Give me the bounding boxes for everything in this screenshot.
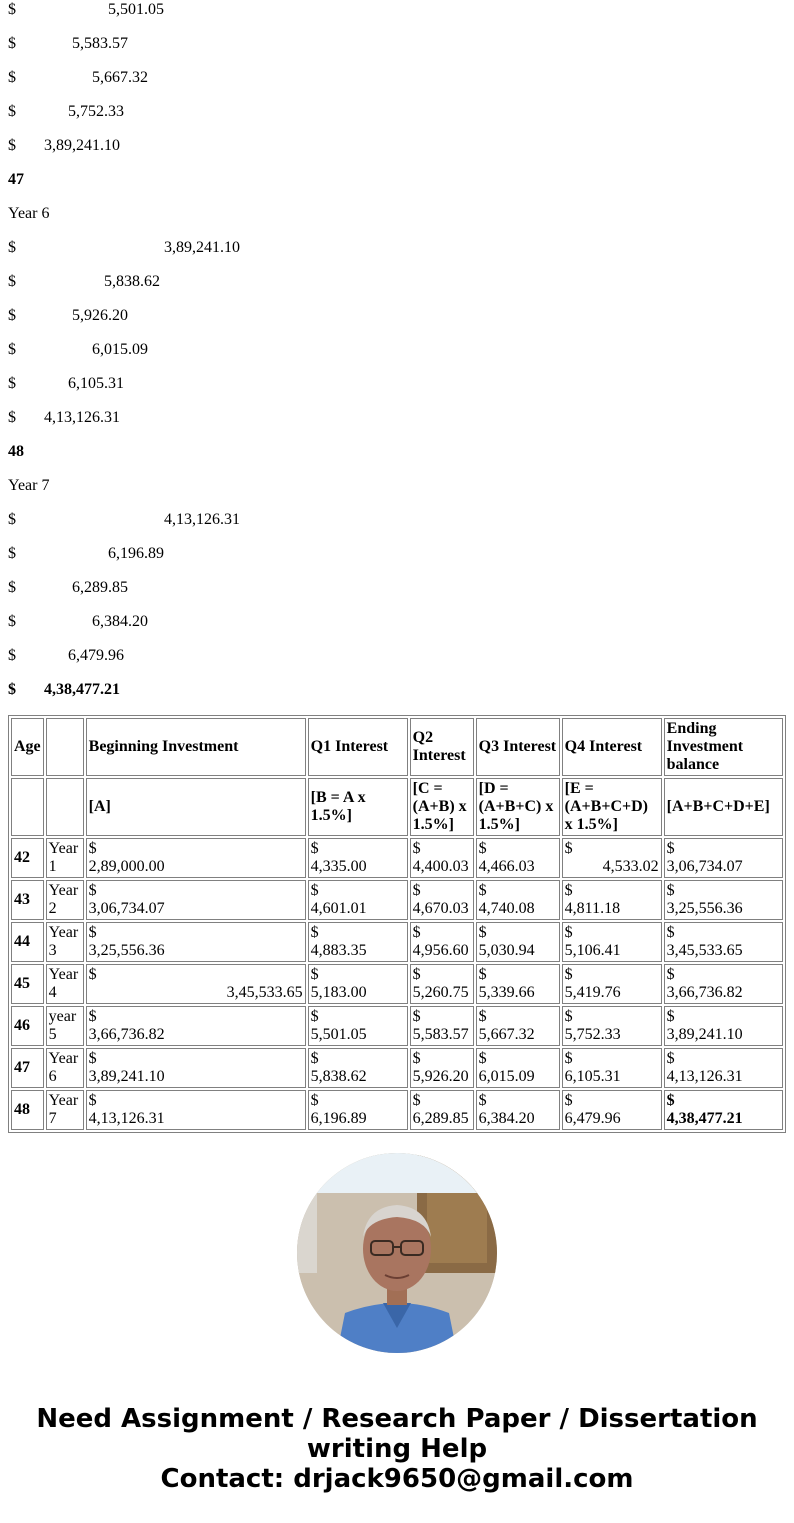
year-line: Year 7 <box>8 477 50 494</box>
age-cell: 47 <box>11 1048 44 1088</box>
promo-line-2: writing Help <box>306 1434 488 1464</box>
header-q4-interest: Q4 Interest <box>562 718 662 776</box>
header-ending-balance: Ending Investment balance <box>664 718 783 776</box>
header-age: Age <box>11 718 44 776</box>
year-cell: Year 7 <box>46 1090 84 1130</box>
q1-cell: $ 5,183.00 <box>308 964 408 1004</box>
q2-cell: $ 4,400.03 <box>410 838 474 878</box>
table-row <box>11 1090 783 1130</box>
q2-cell: $ 4,670.03 <box>410 880 474 920</box>
header-q3-interest: Q3 Interest <box>476 718 560 776</box>
q4-cell: $ 5,419.76 <box>562 964 662 1004</box>
age-cell: 45 <box>11 964 44 1004</box>
q4-cell: $ 4,533.02 <box>562 838 662 878</box>
investment-table <box>8 715 786 1133</box>
age-cell: 42 <box>11 838 44 878</box>
year-cell: year 5 <box>46 1006 84 1046</box>
table-formula-row <box>11 778 783 836</box>
q3-cell: $ 4,740.08 <box>476 880 560 920</box>
beginning-cell: $ 3,89,241.10 <box>86 1048 306 1088</box>
author-avatar <box>297 1153 497 1353</box>
table-row <box>11 964 783 1004</box>
age-cell: 43 <box>11 880 44 920</box>
ending-cell: $ 3,06,734.07 <box>664 838 783 878</box>
q4-cell: $ 6,479.96 <box>562 1090 662 1130</box>
beginning-cell: $ 3,66,736.82 <box>86 1006 306 1046</box>
q1-cell: $ 4,601.01 <box>308 880 408 920</box>
q4-cell: $ 5,752.33 <box>562 1006 662 1046</box>
table-row <box>11 922 783 962</box>
year-line: Year 6 <box>8 205 50 222</box>
table-row <box>11 1048 783 1088</box>
q3-cell: $ 5,667.32 <box>476 1006 560 1046</box>
year-cell: Year 4 <box>46 964 84 1004</box>
q1-cell: $ 5,501.05 <box>308 1006 408 1046</box>
promo-text <box>0 1404 794 1494</box>
beginning-cell: $ 2,89,000.00 <box>86 838 306 878</box>
formula-cell: [A] <box>86 778 306 836</box>
person-photo-icon <box>297 1153 497 1353</box>
age-line: 47 <box>8 171 24 188</box>
q1-cell: $ 4,883.35 <box>308 922 408 962</box>
beginning-cell: $ 3,06,734.07 <box>86 880 306 920</box>
q2-cell: $ 5,583.57 <box>410 1006 474 1046</box>
header-q2-interest: Q2 Interest <box>410 718 474 776</box>
ending-cell: $ 3,45,533.65 <box>664 922 783 962</box>
header-q1-interest: Q1 Interest <box>308 718 408 776</box>
beginning-cell: $ 3,45,533.65 <box>86 964 306 1004</box>
q4-cell: $ 6,105.31 <box>562 1048 662 1088</box>
year-cell: Year 2 <box>46 880 84 920</box>
q1-cell: $ 5,838.62 <box>308 1048 408 1088</box>
q2-cell: $ 5,926.20 <box>410 1048 474 1088</box>
formula-cell <box>46 778 84 836</box>
header-beginning-investment: Beginning Investment <box>86 718 306 776</box>
q3-cell: $ 5,030.94 <box>476 922 560 962</box>
year-cell: Year 1 <box>46 838 84 878</box>
q2-cell: $ 5,260.75 <box>410 964 474 1004</box>
formula-cell: [C = (A+B) x 1.5%] <box>410 778 474 836</box>
age-cell: 46 <box>11 1006 44 1046</box>
ending-cell-total: $ 4,38,477.21 <box>664 1090 783 1130</box>
formula-cell: [A+B+C+D+E] <box>664 778 783 836</box>
table-row <box>11 838 783 878</box>
formula-cell <box>11 778 44 836</box>
header-year <box>46 718 84 776</box>
q4-cell: $ 4,811.18 <box>562 880 662 920</box>
q3-cell: $ 6,384.20 <box>476 1090 560 1130</box>
table-row <box>11 880 783 920</box>
beginning-cell: $ 4,13,126.31 <box>86 1090 306 1130</box>
ending-cell: $ 3,25,556.36 <box>664 880 783 920</box>
beginning-cell: $ 3,25,556.36 <box>86 922 306 962</box>
q2-cell: $ 6,289.85 <box>410 1090 474 1130</box>
formula-cell: [B = A x 1.5%] <box>308 778 408 836</box>
ending-cell: $ 3,89,241.10 <box>664 1006 783 1046</box>
ending-cell: $ 4,13,126.31 <box>664 1048 783 1088</box>
formula-cell: [E = (A+B+C+D) x 1.5%] <box>562 778 662 836</box>
age-cell: 48 <box>11 1090 44 1130</box>
q1-cell: $ 6,196.89 <box>308 1090 408 1130</box>
q3-cell: $ 5,339.66 <box>476 964 560 1004</box>
age-cell: 44 <box>11 922 44 962</box>
q2-cell: $ 4,956.60 <box>410 922 474 962</box>
year-cell: Year 6 <box>46 1048 84 1088</box>
q3-cell: $ 6,015.09 <box>476 1048 560 1088</box>
promo-line-1: Need Assignment / Research Paper / Dissertation <box>36 1404 758 1434</box>
year-cell: Year 3 <box>46 922 84 962</box>
promo-contact[interactable]: Contact: drjack9650@gmail.com <box>160 1464 634 1494</box>
age-line: 48 <box>8 443 24 460</box>
table-row <box>11 1006 783 1046</box>
table-header-row <box>11 718 783 776</box>
q1-cell: $ 4,335.00 <box>308 838 408 878</box>
formula-cell: [D = (A+B+C) x 1.5%] <box>476 778 560 836</box>
q3-cell: $ 4,466.03 <box>476 838 560 878</box>
q4-cell: $ 5,106.41 <box>562 922 662 962</box>
ending-cell: $ 3,66,736.82 <box>664 964 783 1004</box>
